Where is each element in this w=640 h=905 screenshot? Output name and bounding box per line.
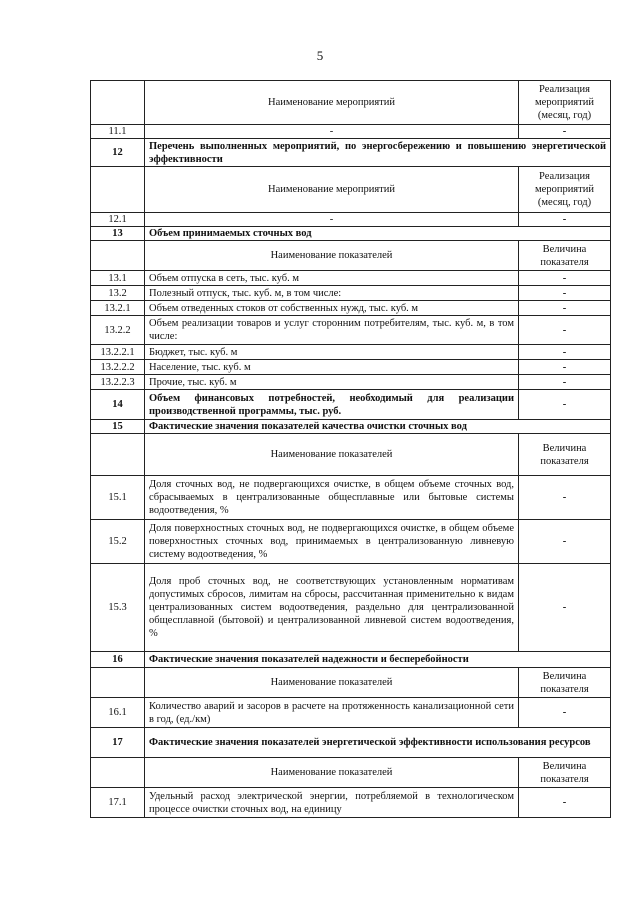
row-number: 13.2	[91, 286, 145, 301]
row-number: 16	[91, 652, 145, 668]
row-number	[91, 241, 145, 271]
row-number: 13.2.2.1	[91, 345, 145, 360]
table-header-row	[91, 167, 611, 213]
page-number: 5	[316, 48, 324, 63]
table-row	[91, 375, 611, 390]
table-header-row	[91, 81, 611, 125]
row-text: Прочие, тыс. куб. м	[145, 375, 519, 390]
row-text: Полезный отпуск, тыс. куб. м, в том числе:	[145, 286, 519, 301]
table-row	[91, 286, 611, 301]
column-header-name: Наименование показателей	[145, 434, 519, 476]
indicators-table	[90, 80, 611, 818]
row-number: 14	[91, 390, 145, 420]
column-header-value: Величина показателя	[519, 434, 611, 476]
row-value: -	[519, 360, 611, 375]
row-value: -	[519, 301, 611, 316]
section-row	[91, 652, 611, 668]
table-row	[91, 788, 611, 818]
row-text: Объем отведенных стоков от собственных нужд, тыс. куб. м	[145, 301, 519, 316]
section-row	[91, 390, 611, 420]
section-title: Фактические значения показателей качества очистки сточных вод	[145, 420, 611, 434]
section-row	[91, 420, 611, 434]
section-row	[91, 139, 611, 167]
column-header-name: Наименование мероприятий	[145, 167, 519, 213]
table-row	[91, 301, 611, 316]
row-number: 16.1	[91, 698, 145, 728]
column-header-value: Величина показателя	[519, 668, 611, 698]
row-number	[91, 434, 145, 476]
row-number: 12	[91, 139, 145, 167]
column-header-value: Величина показателя	[519, 241, 611, 271]
row-value: -	[519, 271, 611, 286]
row-text: Население, тыс. куб. м	[145, 360, 519, 375]
column-header-value: Реализация мероприятий (месяц, год)	[519, 167, 611, 213]
row-value: -	[519, 788, 611, 818]
row-number	[91, 668, 145, 698]
row-value: -	[519, 375, 611, 390]
section-title: Фактические значения показателей энергетической эффективности использования ресурсов	[145, 728, 611, 758]
row-text: Количество аварий и засоров в расчете на протяженность канализационной сети в год, (ед./км)	[145, 698, 519, 728]
table-row	[91, 125, 611, 139]
row-value: -	[519, 213, 611, 227]
row-number: 13	[91, 227, 145, 241]
row-text: Объем финансовых потребностей, необходимый для реализации производственной программы, тыс. руб.	[145, 390, 519, 420]
row-number: 13.2.1	[91, 301, 145, 316]
column-header-value: Реализация мероприятий (месяц, год)	[519, 81, 611, 125]
table-row	[91, 564, 611, 652]
table-row	[91, 476, 611, 520]
row-text: Удельный расход электрической энергии, потребляемой в технологическом процессе очистки сточных вод, на единицу	[145, 788, 519, 818]
row-value: -	[519, 564, 611, 652]
row-number	[91, 81, 145, 125]
table-header-row	[91, 434, 611, 476]
row-value: -	[519, 520, 611, 564]
row-text: Объем отпуска в сеть, тыс. куб. м	[145, 271, 519, 286]
row-number: 17	[91, 728, 145, 758]
row-value: -	[519, 698, 611, 728]
column-header-name: Наименование показателей	[145, 758, 519, 788]
section-title: Объем принимаемых сточных вод	[145, 227, 611, 241]
row-number: 12.1	[91, 213, 145, 227]
column-header-name: Наименование мероприятий	[145, 81, 519, 125]
row-value: -	[519, 286, 611, 301]
row-number: 17.1	[91, 788, 145, 818]
row-number: 13.2.2.3	[91, 375, 145, 390]
row-text: -	[145, 213, 519, 227]
row-number: 15.1	[91, 476, 145, 520]
row-text: Доля поверхностных сточных вод, не подвергающихся очистке, в общем объеме поверхностных сточных вод, принимаемых в централизованную ливневую систему водоотведения, %	[145, 520, 519, 564]
row-number: 13.2.2	[91, 316, 145, 345]
table-row	[91, 360, 611, 375]
section-row	[91, 227, 611, 241]
row-text: -	[145, 125, 519, 139]
section-title: Перечень выполненных мероприятий, по энергосбережению и повышению энергетической эффективности	[145, 139, 611, 167]
table-header-row	[91, 758, 611, 788]
row-text: Объем реализации товаров и услуг сторонним потребителям, тыс. куб. м, в том числе:	[145, 316, 519, 345]
row-number: 11.1	[91, 125, 145, 139]
row-text: Бюджет, тыс. куб. м	[145, 345, 519, 360]
row-value: -	[519, 390, 611, 420]
row-number	[91, 758, 145, 788]
row-number: 13.2.2.2	[91, 360, 145, 375]
row-value: -	[519, 476, 611, 520]
column-header-name: Наименование показателей	[145, 241, 519, 271]
table-header-row	[91, 241, 611, 271]
table-body	[91, 81, 611, 818]
table-row	[91, 213, 611, 227]
section-row	[91, 728, 611, 758]
row-value: -	[519, 125, 611, 139]
section-title: Фактические значения показателей надежности и бесперебойности	[145, 652, 611, 668]
table-row	[91, 520, 611, 564]
table-row	[91, 698, 611, 728]
table-row	[91, 316, 611, 345]
row-number: 15.3	[91, 564, 145, 652]
row-number: 13.1	[91, 271, 145, 286]
row-value: -	[519, 345, 611, 360]
row-number: 15.2	[91, 520, 145, 564]
row-number	[91, 167, 145, 213]
row-value: -	[519, 316, 611, 345]
table-row	[91, 345, 611, 360]
column-header-name: Наименование показателей	[145, 668, 519, 698]
table-header-row	[91, 668, 611, 698]
row-text: Доля проб сточных вод, не соответствующих установленным нормативам допустимых сбросов, лимитам на сбросы, рассчитанная применительно к видам централизованных систем водоотведения, раздельно для централизованной общесплавной (бытовой) и централизованной ливневой систем водоотведения, %	[145, 564, 519, 652]
column-header-value: Величина показателя	[519, 758, 611, 788]
row-number: 15	[91, 420, 145, 434]
table-row	[91, 271, 611, 286]
row-text: Доля сточных вод, не подвергающихся очистке, в общем объеме сточных вод, сбрасываемых в централизованные общесплавные или бытовые системы водоотведения, %	[145, 476, 519, 520]
